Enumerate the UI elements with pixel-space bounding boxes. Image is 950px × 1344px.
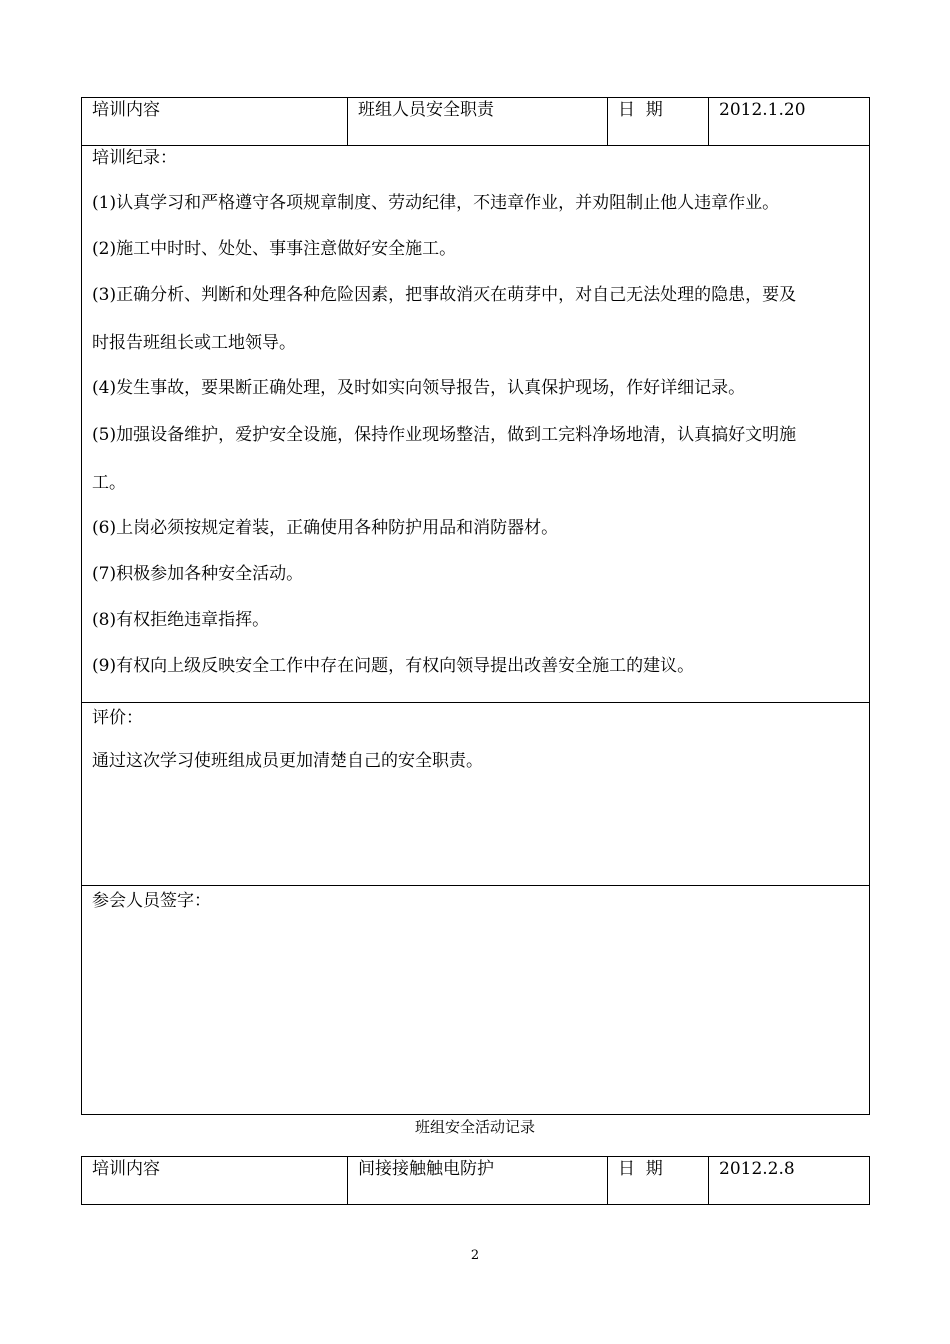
- list-item: (6)上岗必须按规定着装，正确使用各种防护用品和消防器材。: [92, 518, 559, 538]
- safety-record-table-2: [81, 1156, 870, 1205]
- list-item: (3)正确分析、判断和处理各种危险因素，把事故消灭在萌芽中，对自己无法处理的隐患，要及: [92, 285, 797, 305]
- content-label-cell: [82, 98, 348, 146]
- list-item: (8)有权拒绝违章指挥。: [92, 610, 270, 630]
- content-value: 间接接触触电防护: [358, 1159, 494, 1179]
- training-record-cell: [82, 146, 870, 703]
- content-value-cell: [348, 98, 608, 146]
- list-item: (7)积极参加各种安全活动。: [92, 564, 304, 584]
- content-value: 班组人员安全职责: [358, 100, 494, 120]
- evaluation-cell: [82, 703, 870, 886]
- signature-row: [82, 886, 870, 1115]
- date-value-cell: [709, 98, 870, 146]
- evaluation-row: [82, 703, 870, 886]
- record-caption: 班组安全活动记录: [414, 1118, 535, 1136]
- evaluation-label: 评价：: [92, 708, 143, 728]
- content-label: 培训内容: [92, 100, 160, 120]
- list-item: 工。: [92, 473, 126, 493]
- record-header-row: [82, 98, 870, 146]
- list-item: 时报告班组长或工地领导。: [92, 333, 296, 353]
- signature-label: 参会人员签字：: [92, 891, 211, 911]
- date-value: 2012.2.8: [719, 1159, 795, 1179]
- page-number: 2: [470, 1248, 480, 1263]
- list-item: (5)加强设备维护，爱护安全设施，保持作业现场整洁，做到工完料净场地清，认真搞好文明施: [92, 425, 797, 445]
- date-label-cell: [608, 98, 709, 146]
- list-item: (2)施工中时时、处处、事事注意做好安全施工。: [92, 239, 457, 259]
- content-label: 培训内容: [92, 1159, 160, 1179]
- content-label-cell: [82, 1157, 348, 1205]
- content-value-cell: [348, 1157, 608, 1205]
- list-item: (1)认真学习和严格遵守各项规章制度、劳动纪律，不违章作业，并劝阻制止他人违章作业。: [92, 193, 780, 213]
- list-item: (9)有权向上级反映安全工作中存在问题，有权向领导提出改善安全施工的建议。: [92, 656, 695, 676]
- evaluation-text: 通过这次学习使班组成员更加清楚自己的安全职责。: [92, 751, 483, 771]
- date-label: 日 期: [618, 100, 663, 120]
- date-value: 2012.1.20: [719, 100, 806, 120]
- training-record-row: [82, 146, 870, 703]
- record-header-row: [82, 1157, 870, 1205]
- date-value-cell: [709, 1157, 870, 1205]
- list-item: (4)发生事故，要果断正确处理，及时如实向领导报告，认真保护现场，作好详细记录。: [92, 378, 746, 398]
- signature-cell: [82, 886, 870, 1115]
- training-record-label: 培训纪录：: [92, 148, 177, 168]
- date-label: 日 期: [618, 1159, 663, 1179]
- date-label-cell: [608, 1157, 709, 1205]
- safety-record-table-1: [81, 97, 870, 1115]
